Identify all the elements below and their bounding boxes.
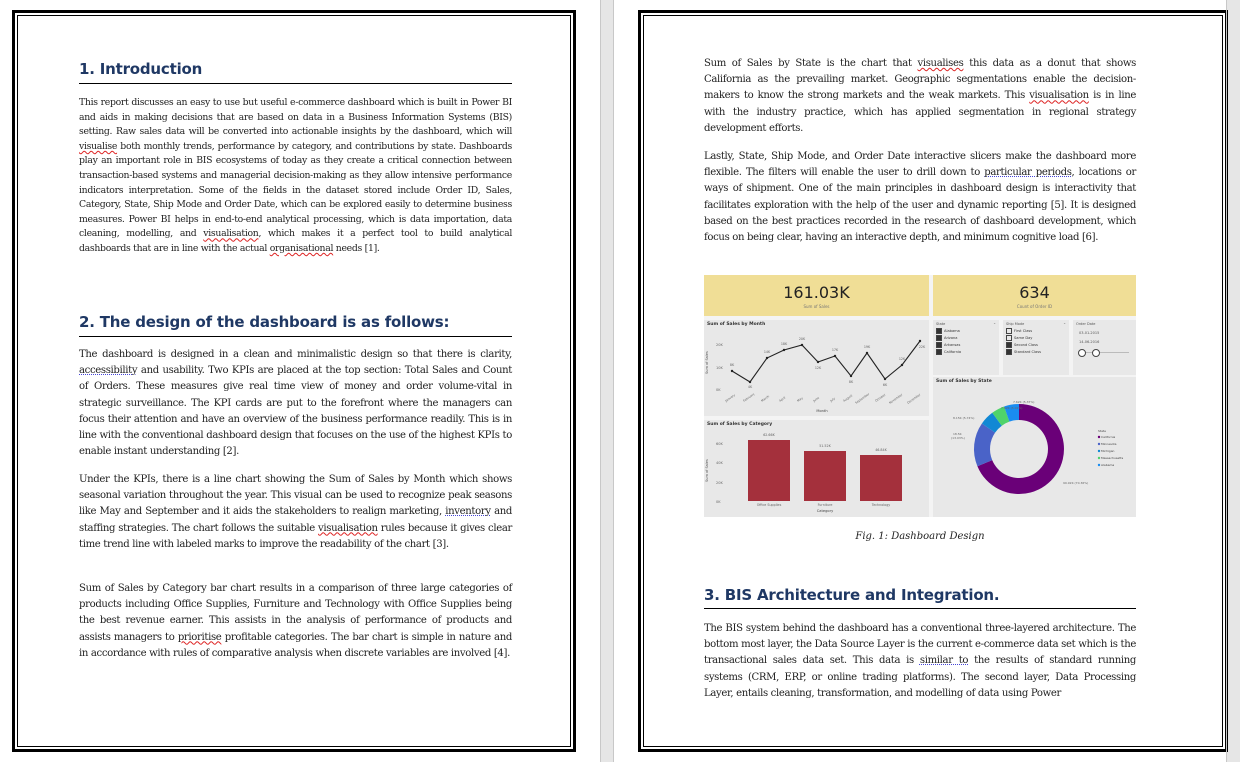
ship-option-standard-class[interactable]: Standard Class <box>1006 349 1041 356</box>
svg-text:August: August <box>842 393 854 403</box>
ship-option-first-class[interactable]: First Class <box>1006 328 1041 335</box>
svg-text:10K: 10K <box>716 366 723 370</box>
svg-text:19K: 19K <box>863 345 871 349</box>
checkbox-checked-icon <box>936 342 942 348</box>
svg-text:Alabama: Alabama <box>1101 463 1115 467</box>
svg-text:22K: 22K <box>918 345 926 349</box>
svg-text:October: October <box>874 392 887 403</box>
heading-bis-architecture: 3. BIS Architecture and Integration. <box>704 586 1000 604</box>
heading-rule <box>704 608 1136 609</box>
state-option-alabama[interactable]: Alabama <box>936 328 961 335</box>
text-run: Under the KPIs, there is a line chart showing the Sum of Sales by Month which shows seasonal variation throughout the year. This visual can be used to recognize peak seasons like May and September and it aids the stakeholders to realign marketing, <box>79 474 512 518</box>
chevron-down-icon[interactable]: ⌄ <box>993 321 996 325</box>
checkbox-checked-icon <box>936 328 942 334</box>
grammar-flag[interactable]: particular periods <box>984 167 1072 179</box>
ship-mode-slicer[interactable] <box>1003 320 1069 375</box>
order-date-slicer[interactable] <box>1073 320 1136 375</box>
text-run: The dashboard is designed in a clean and minimalistic design so that there is clarity, <box>79 349 512 360</box>
text-run: Sum of Sales by State is the chart that <box>704 58 918 69</box>
svg-text:Minnesota: Minnesota <box>1101 442 1117 446</box>
spelling-flag[interactable]: prioritise <box>177 631 222 643</box>
svg-text:Furniture: Furniture <box>817 503 833 507</box>
page-gutter-edge <box>600 0 601 762</box>
text-run: the results of standard running systems (CRM, ERP, or online trading platforms). The second layer, Data Processing Layer, entails cleaning, transformation, and modelling of data using Power <box>704 655 1136 699</box>
slicer-title: Ship Mode <box>1006 322 1025 326</box>
slider-handle-end[interactable] <box>1092 349 1100 357</box>
text-run: This report discusses an easy to use but useful e-commerce dashboard which is built in Power BI and aids in making decisions that are based on data in a Business Information Systems (BIS) setting. Raw sales data will be converted into actionable insights by the dashboard, which will <box>79 97 512 138</box>
svg-text:60K: 60K <box>716 442 723 446</box>
spelling-flag[interactable]: visualise <box>79 140 118 152</box>
slicer-title: State <box>936 322 946 326</box>
svg-text:March: March <box>760 394 771 403</box>
line-chart-panel <box>704 320 929 416</box>
end-date-field[interactable]: 14-06-2016 <box>1079 340 1100 344</box>
svg-text:20K: 20K <box>798 337 806 341</box>
chart-title: Sum of Sales by Month <box>707 322 766 327</box>
x-axis-label: Month <box>816 409 828 413</box>
svg-text:6K: 6K <box>882 383 888 387</box>
state-option-california[interactable]: California <box>936 349 961 356</box>
spelling-flag[interactable]: visualisation <box>318 522 378 534</box>
date-range-slider-track <box>1079 352 1129 353</box>
heading-rule <box>79 336 512 337</box>
text-run: Sum of Sales by Category bar chart results in a comparison of three large categories of products including Office Supplies, Furniture and Technology with Office Supplies being the best revenue earner. This assists in the analysis of performance of products and assists managers to <box>79 583 512 643</box>
svg-text:18.5K: 18.5K <box>953 432 962 436</box>
svg-text:January: January <box>724 393 736 403</box>
checkbox-empty-icon <box>1006 328 1012 334</box>
kpi-value: 634 <box>1019 283 1050 302</box>
slicer-title: Order Date <box>1076 322 1096 326</box>
spelling-flag[interactable]: organisational <box>269 242 334 254</box>
text-run: , which makes it a perfect tool to build analytical dashboards that are in line with the actual <box>79 228 512 254</box>
checkbox-checked-icon <box>1006 342 1012 348</box>
svg-text:40K: 40K <box>716 461 723 465</box>
bar-chart-svg <box>704 420 929 517</box>
svg-text:20K: 20K <box>716 343 723 347</box>
text-run: Lastly, State, Ship Mode, and Order Date interactive slicers make the dashboard more flexible. The filters will enable the user to drill down to <box>704 151 1136 179</box>
heading-dashboard-design: 2. The design of the dashboard is as follows: <box>79 313 450 331</box>
text-run: is in line with the industry practice, which has applied segmentation in regional strategy development efforts. <box>704 90 1136 134</box>
svg-text:62.66K: 62.66K <box>763 433 775 437</box>
design-paragraph-3 <box>79 581 512 662</box>
svg-text:7.62K (5.37%): 7.62K (5.37%) <box>1013 400 1035 404</box>
heading-rule <box>79 83 512 84</box>
donut-chart-svg <box>933 377 1136 517</box>
svg-text:June: June <box>812 395 820 403</box>
kpi-label: Sum of Sales <box>803 304 830 309</box>
svg-text:8.15K (5.74%): 8.15K (5.74%) <box>953 416 975 420</box>
spelling-flag[interactable]: visualises <box>917 58 964 69</box>
svg-text:0K: 0K <box>716 500 721 504</box>
state-slicer[interactable] <box>933 320 999 375</box>
chart-title: Sum of Sales by State <box>936 379 992 384</box>
svg-text:February: February <box>742 391 756 403</box>
svg-text:51.52K: 51.52K <box>819 444 831 448</box>
text-run: rules because it gives clear time trend line with labeled marks to improve the readability of the chart [3]. <box>79 522 512 550</box>
text-run: this data as a donut that shows California as the prevailing market. Geographic segmentations enable the decision-makers to know the strong markets and the weak markets. This <box>704 58 1136 102</box>
figure-caption: Fig. 1: Dashboard Design <box>855 531 985 542</box>
page-edge <box>1226 0 1227 762</box>
grammar-flag[interactable]: accessibility <box>79 365 138 377</box>
svg-text:Technology: Technology <box>871 503 891 507</box>
kpi-card-sales <box>704 275 929 316</box>
svg-text:14K: 14K <box>763 350 771 354</box>
ship-option-same-day[interactable]: Same Day <box>1006 335 1041 342</box>
state-option-arkansas[interactable]: Arkansas <box>936 342 961 349</box>
svg-text:Category: Category <box>816 509 834 513</box>
svg-text:12K: 12K <box>814 366 822 370</box>
svg-text:0K: 0K <box>716 388 721 392</box>
dashboard-figure-image <box>704 275 1136 517</box>
spelling-flag[interactable]: visualisation <box>203 228 259 240</box>
checkbox-empty-icon <box>1006 335 1012 341</box>
svg-text:(13.03%): (13.03%) <box>951 436 965 440</box>
bar-chart-panel <box>704 420 929 517</box>
svg-text:46.84K: 46.84K <box>875 448 887 452</box>
svg-text:November: November <box>888 392 904 405</box>
design-paragraph-1 <box>79 347 512 460</box>
text-run: and staffing strategies. The chart follows the suitable <box>79 506 512 534</box>
slider-handle-start[interactable] <box>1078 349 1086 357</box>
state-chart-paragraph <box>704 56 1136 137</box>
checkbox-checked-icon <box>936 335 942 341</box>
kpi-label: Count of Order ID <box>1016 304 1053 309</box>
kpi-card-orders <box>933 275 1136 316</box>
document-page-left <box>0 0 600 762</box>
line-chart-svg <box>704 320 929 416</box>
svg-text:Sum of Sales: Sum of Sales <box>705 351 709 374</box>
svg-text:April: April <box>778 395 787 403</box>
text-run: both monthly trends, performance by category, and contributions by state. Dashboards play an important role in BIS ecosystems of today as they create a critical connection between transaction-based systems and managerial decision-making as they allow intensive performance indicators interpretation. Some of the fields in the dataset stored include Order ID, Sales, Category, State, Ship Mode and Order Date, which can be explored easily to determine business measures. Power BI helps in end-to-end analytical processing, which is data importation, data cleaning, modelling, and <box>79 140 512 240</box>
kpi-value: 161.03K <box>783 283 850 302</box>
svg-text:California: California <box>1101 435 1116 439</box>
text-run: , locations or ways of shipment. One of the main principles in dashboard design is interactivity that facilitates exploration with the help of the user and dynamic reporting [5]. It is designed based on the best practices recorded in the research of dashboard development, which focus on being clear, having an interactive depth, and minimum cognitive load [6]. <box>704 167 1136 244</box>
svg-text:December: December <box>906 392 922 405</box>
start-date-field[interactable]: 03-01-2015 <box>1079 331 1100 335</box>
checkbox-checked-icon <box>1006 349 1012 355</box>
grammar-flag[interactable]: inventory <box>445 506 491 518</box>
svg-text:20K: 20K <box>716 481 723 485</box>
svg-text:Office Supplies: Office Supplies <box>756 503 782 507</box>
design-paragraph-2 <box>79 472 512 553</box>
state-slicer-list <box>936 328 961 356</box>
svg-text:Sum of Sales: Sum of Sales <box>705 459 709 482</box>
svg-text:17K: 17K <box>831 348 839 352</box>
text-run: and usability. Two KPIs are placed at the top section: Total Sales and Count of Orders. These measures give real time view of money and order volume-vital in strategic surveillance. The KPI cards are put to the forefront where the managers can focus their attention and have an overview of the business performance readily. This is in line with the conventional dashboard design that focuses on the use of the highest KPIs to enable instant understanding [2]. <box>79 365 512 458</box>
svg-text:Michigan: Michigan <box>1101 449 1115 453</box>
svg-text:8K: 8K <box>729 363 735 367</box>
grammar-flag[interactable]: similar to <box>919 655 969 667</box>
svg-text:12K: 12K <box>898 357 906 361</box>
ship-option-second-class[interactable]: Second Class <box>1006 342 1041 349</box>
heading-introduction: 1. Introduction <box>79 60 203 78</box>
checkbox-checked-icon <box>936 349 942 355</box>
svg-text:99.92K (70.36%): 99.92K (70.36%) <box>1063 481 1089 485</box>
svg-text:7.62K (5.01%): 7.62K (5.01%) <box>1001 406 1023 410</box>
slicers-paragraph <box>704 149 1136 246</box>
ship-mode-list <box>1006 328 1041 356</box>
text-run: The BIS system behind the dashboard has a conventional three-layered architecture. The bottom most layer, the Data Source Layer is the current e-commerce data set which is the transactional sales data set. This data is <box>704 623 1136 667</box>
chart-title: Sum of Sales by Category <box>707 422 773 427</box>
svg-text:18K: 18K <box>780 342 788 346</box>
svg-text:State: State <box>1098 429 1106 433</box>
svg-text:September: September <box>854 392 871 405</box>
spelling-flag[interactable]: visualisation <box>1029 90 1089 102</box>
architecture-paragraph <box>704 621 1136 702</box>
chevron-down-icon[interactable]: ⌄ <box>1063 321 1066 325</box>
svg-text:4K: 4K <box>747 385 753 389</box>
svg-text:July: July <box>829 396 837 403</box>
donut-chart-panel <box>933 377 1136 517</box>
svg-text:May: May <box>796 395 804 403</box>
svg-text:8K: 8K <box>848 380 854 384</box>
text-run: needs [1]. <box>333 242 380 254</box>
introduction-paragraph <box>79 96 512 257</box>
state-option-arizona[interactable]: Arizona <box>936 335 961 342</box>
svg-text:Massachusetts: Massachusetts <box>1101 456 1124 460</box>
text-run: profitable categories. The bar chart is simple in nature and in accordance with rules of comparative analysis when discrete variables are involved [4]. <box>79 631 512 659</box>
